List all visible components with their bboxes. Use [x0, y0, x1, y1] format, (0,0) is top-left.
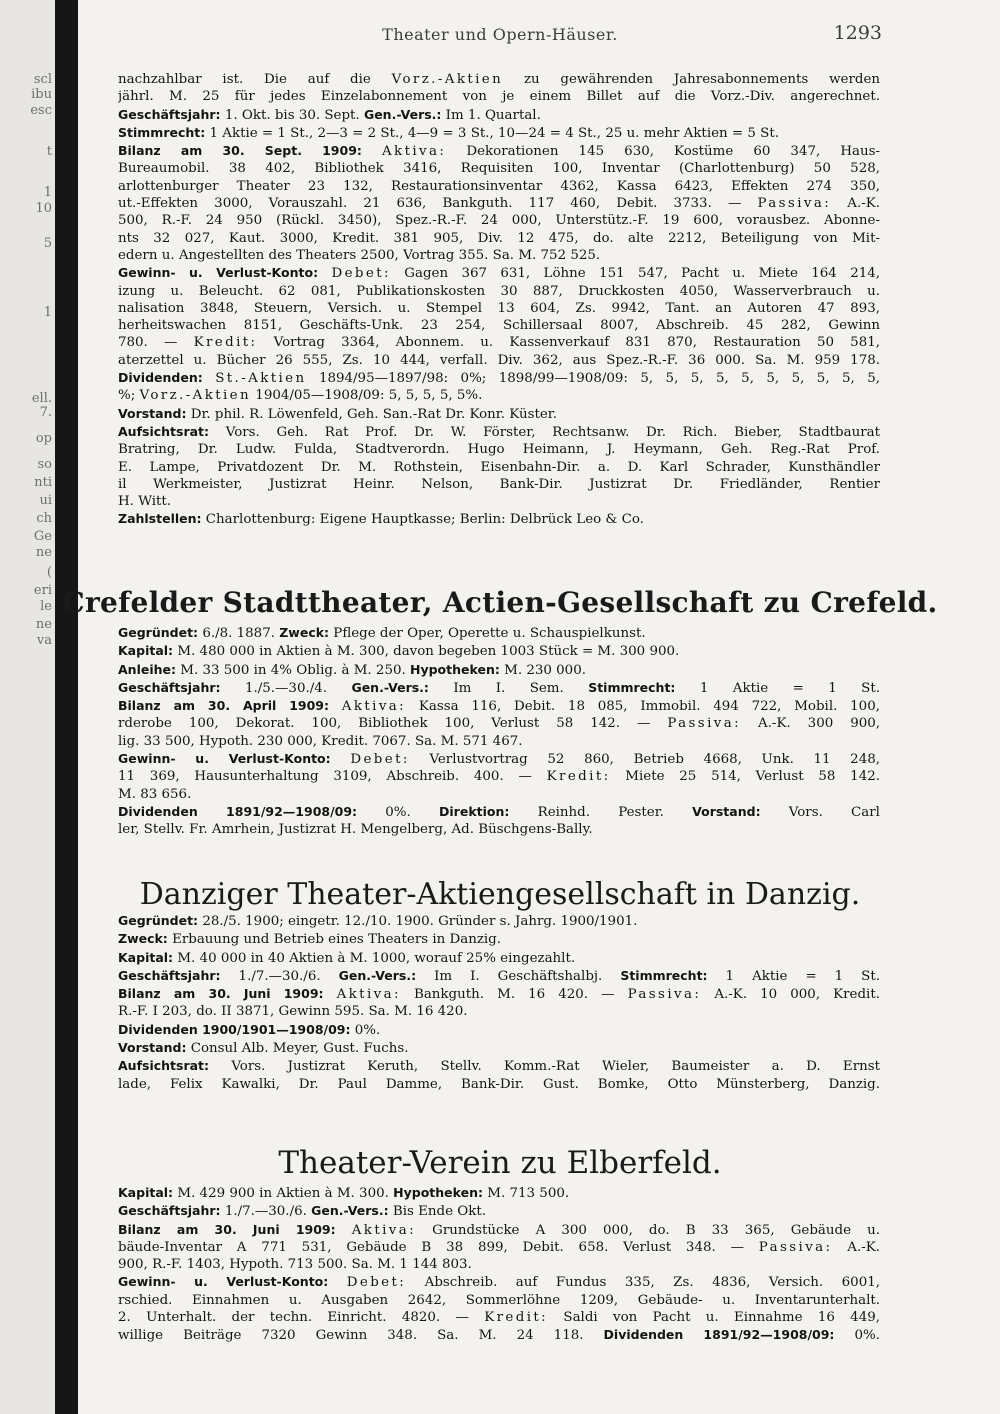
text-line: 500, R.-F. 24 950 (Rückl. 3450), Spez.-R.-F. 24 000, Unterstütz.-F. 19 600, vorausbez. Abonne-	[118, 213, 880, 229]
text-line: Zahlstellen: Charlottenburg: Eigene Hauptkasse; Berlin: Delbrück Leo & Co.	[118, 511, 644, 528]
page-number: 1293	[833, 22, 882, 44]
margin-fragment: eri	[33, 584, 52, 598]
margin-fragment: 5	[43, 237, 52, 251]
text-line: H. Witt.	[118, 494, 172, 510]
text-line: Gewinn- u. Verlust-Konto: Debet: Gagen 367 631, Löhne 151 547, Pacht u. Miete 164 214,	[118, 265, 880, 282]
margin-fragment: ch	[36, 512, 52, 526]
text-line: R.-F. I 203, do. II 3871, Gewinn 595. Sa. M. 16 420.	[118, 1004, 468, 1020]
margin-fragment: esc	[30, 104, 52, 118]
text-line: 2. Unterhalt. der techn. Einricht. 4820. — Kredit: Saldi von Pacht u. Einnahme 16 449,	[118, 1310, 880, 1326]
margin-fragment: t	[46, 145, 52, 159]
margin-fragment: ui	[39, 494, 52, 508]
text-line: Gewinn- u. Verlust-Konto: Debet: Abschreib. auf Fundus 335, Zs. 4836, Versich. 6001,	[118, 1274, 880, 1291]
margin-fragment: 1	[43, 306, 52, 320]
text-line: Kapital: M. 40 000 in 40 Aktien à M. 1000, worauf 25% eingezahlt.	[118, 949, 576, 966]
text-line: rderobe 100, Dekorat. 100, Bibliothek 100, Verlust 58 142. — Passiva: A.-K. 300 900,	[118, 716, 880, 732]
text-line: E. Lampe, Privatdozent Dr. M. Rothstein, Eisenbahn-Dir. a. D. Karl Schrader, Kunsthändler	[118, 459, 880, 475]
text-line: ut.-Effekten 3000, Vorauszahl. 21 636, Bankguth. 117 460, Debit. 3733. — Passiva: A.-K.	[118, 196, 880, 212]
section-title-crefeld: Crefelder Stadttheater, Actien-Gesellschaft zu Crefeld.	[62, 586, 938, 619]
text-line: Geschäftsjahr: 1. Okt. bis 30. Sept. Gen.-Vers.: Im 1. Quartal.	[118, 106, 541, 123]
section-danzig	[118, 912, 880, 1093]
book-spine-shadow	[55, 0, 78, 1414]
text-line: 11 369, Hausunterhaltung 3109, Abschreib. 400. — Kredit: Miete 25 514, Verlust 58 142.	[118, 769, 880, 785]
text-line: nachzahlbar ist. Die auf die Vorz.-Aktien zu gewährenden Jahresabonnements werden	[118, 72, 880, 87]
text-line: Gegründet: 6./8. 1887. Zweck: Pflege der Oper, Operette u. Schauspielkunst.	[118, 625, 646, 641]
text-line: willige Beiträge 7320 Gewinn 348. Sa. M. 24 118. Dividenden 1891/92—1908/09: 0%.	[118, 1327, 880, 1344]
margin-fragment: op	[35, 432, 52, 446]
text-line: Gegründet: 28./5. 1900; eingetr. 12./10. 1900. Gründer s. Jahrg. 1900/1901.	[118, 913, 638, 929]
margin-fragment: ne	[35, 546, 52, 560]
text-line: aterzettel u. Bücher 26 555, Zs. 10 444, verfall. Div. 362, aus Spez.-R.-F. 36 000. Sa. M. 959 178.	[118, 352, 880, 368]
text-line: Dividenden 1891/92—1908/09: 0%. Direktion: Reinhd. Pester. Vorstand: Vors. Carl	[118, 803, 880, 820]
text-line: Bilanz am 30. April 1909: Aktiva: Kassa 116, Debit. 18 085, Immobil. 494 722, Mobil. 100,	[118, 698, 880, 715]
margin-fragment: (	[46, 566, 52, 580]
text-line: Bureaumobil. 38 402, Bibliothek 3416, Requisiten 100, Inventar (Charlottenburg) 50 528,	[118, 161, 880, 177]
text-line: 900, R.-F. 1403, Hypoth. 713 500. Sa. M. 1 144 803.	[118, 1257, 472, 1273]
text-line: Aufsichtsrat: Vors. Justizrat Keruth, Stellv. Komm.-Rat Wieler, Baumeister a. D. Ernst	[118, 1058, 880, 1075]
text-line: lig. 33 500, Hypoth. 230 000, Kredit. 7067. Sa. M. 571 467.	[118, 733, 523, 749]
text-line: Dividenden: St.-Aktien 1894/95—1897/98: 0%; 1898/99—1908/09: 5, 5, 5, 5, 5, 5, 5, 5, 5, 5,	[118, 370, 880, 387]
margin-fragment: so	[37, 458, 52, 472]
section-elberfeld	[118, 1184, 880, 1345]
text-line: Stimmrecht: 1 Aktie = 1 St., 2—3 = 2 St., 4—9 = 3 St., 10—24 = 4 St., 25 u. mehr Aktien = 5 St.	[118, 124, 779, 141]
margin-fragment: 10	[35, 202, 52, 216]
running-header: Theater und Opern-Häuser.	[382, 25, 618, 44]
margin-fragment: 7.	[39, 406, 52, 420]
text-line: nts 32 027, Kaut. 3000, Kredit. 381 905, Div. 12 475, do. alte 2212, Beteiligung von Mit-	[118, 230, 880, 246]
text-line: arlottenburger Theater 23 132, Restaurationsinventar 4362, Kassa 6423, Effekten 274 350,	[118, 178, 880, 194]
text-line: Bilanz am 30. Juni 1909: Aktiva: Grundstücke A 300 000, do. B 33 365, Gebäude u.	[118, 1221, 880, 1238]
margin-fragment: nti	[34, 476, 52, 490]
text-line: Geschäftsjahr: 1./7.—30./6. Gen.-Vers.: Bis Ende Okt.	[118, 1203, 486, 1220]
text-line: Vorstand: Dr. phil. R. Löwenfeld, Geh. San.-Rat Dr. Konr. Küster.	[118, 405, 557, 422]
text-line: Gewinn- u. Verlust-Konto: Debet: Verlustvortrag 52 860, Betrieb 4668, Unk. 11 248,	[118, 751, 880, 768]
margin-fragment: 1	[43, 186, 52, 200]
text-line: %; Vorz.-Aktien 1904/05—1908/09: 5, 5, 5, 5, 5%.	[118, 388, 483, 404]
text-line: edern u. Angestellten des Theaters 2500, Vortrag 355. Sa. M. 752 525.	[118, 247, 601, 263]
text-line: Geschäftsjahr: 1./7.—30./6. Gen.-Vers.: Im I. Geschäftshalbj. Stimmrecht: 1 Aktie = 1 St.	[118, 967, 880, 984]
text-line: Vorstand: Consul Alb. Meyer, Gust. Fuchs.	[118, 1040, 409, 1057]
section-crefeld	[118, 624, 880, 839]
text-line: ler, Stellv. Fr. Amrhein, Justizrat H. Mengelberg, Ad. Büschgens-Bally.	[118, 822, 593, 838]
text-line: Bilanz am 30. Sept. 1909: Aktiva: Dekorationen 145 630, Kostüme 60 347, Haus-	[118, 143, 880, 160]
margin-fragment: ne	[35, 618, 52, 632]
text-line: izung u. Beleucht. 62 081, Publikationskosten 30 887, Druckkosten 4050, Wasserverbrauch u.	[118, 283, 880, 299]
text-line: il Werkmeister, Justizrat Heinr. Nelson, Bank-Dir. Justizrat Dr. Friedländer, Rentier	[118, 476, 880, 492]
margin-fragment: ell.	[31, 392, 52, 406]
text-line: bäude-Inventar A 771 531, Gebäude B 38 899, Debit. 658. Verlust 348. — Passiva: A.-K.	[118, 1239, 880, 1255]
text-line: Kapital: M. 480 000 in Aktien à M. 300, davon begeben 1003 Stück = M. 300 900.	[118, 643, 680, 660]
margin-fragment: scl	[33, 73, 52, 87]
section-berlin-theater-continued	[118, 71, 880, 529]
text-line: Aufsichtsrat: Vors. Geh. Rat Prof. Dr. W. Förster, Rechtsanw. Dr. Rich. Bieber, Stadtbaurat	[118, 423, 880, 440]
text-line: Zweck: Erbauung und Betrieb eines Theaters in Danzig.	[118, 931, 502, 948]
text-line: Dividenden 1900/1901—1908/09: 0%.	[118, 1021, 381, 1038]
section-title-danzig: Danziger Theater-Aktiengesellschaft in Danzig.	[139, 877, 861, 912]
text-line: 780. — Kredit: Vortrag 3364, Abonnem. u. Kassenverkauf 831 870, Restauration 50 581,	[118, 335, 880, 351]
text-line: M. 83 656.	[118, 786, 192, 802]
text-line: Bilanz am 30. Juni 1909: Aktiva: Bankguth. M. 16 420. — Passiva: A.-K. 10 000, Kredit.	[118, 986, 880, 1003]
text-line: nalisation 3848, Steuern, Versich. u. Stempel 13 604, Zs. 9942, Tant. an Autoren 47 893,	[118, 300, 880, 316]
text-line: herheitswachen 8151, Geschäfts-Unk. 23 254, Schillersaal 8007, Abschreib. 45 282, Gewinn	[118, 318, 880, 334]
text-line: Bratring, Dr. Ludw. Fulda, Stadtverordn. Hugo Heimann, J. Heymann, Geh. Reg.-Rat Prof.	[118, 442, 880, 458]
margin-fragment: Ge	[33, 530, 52, 544]
margin-fragment: ibu	[31, 88, 52, 102]
text-line: rschied. Einnahmen u. Ausgaben 2642, Sommerlöhne 1209, Gebäude- u. Inventarunterhalt.	[118, 1292, 880, 1308]
text-line: lade, Felix Kawalki, Dr. Paul Damme, Bank-Dir. Gust. Bomke, Otto Münsterberg, Danzig.	[118, 1076, 880, 1092]
section-title-elberfeld: Theater-Verein zu Elberfeld.	[278, 1145, 722, 1181]
text-line: Kapital: M. 429 900 in Aktien à M. 300. Hypotheken: M. 713 500.	[118, 1185, 570, 1201]
text-line: Anleihe: M. 33 500 in 4% Oblig. à M. 250. Hypotheken: M. 230 000.	[118, 661, 586, 678]
text-line: jährl. M. 25 für jedes Einzelabonnement von je einem Billet auf die Vorz.-Div. angerechnet.	[118, 89, 880, 105]
margin-fragment: va	[36, 634, 52, 648]
margin-fragment: le	[40, 600, 52, 614]
text-line: Geschäftsjahr: 1./5.—30./4. Gen.-Vers.: Im I. Sem. Stimmrecht: 1 Aktie = 1 St.	[118, 679, 880, 696]
